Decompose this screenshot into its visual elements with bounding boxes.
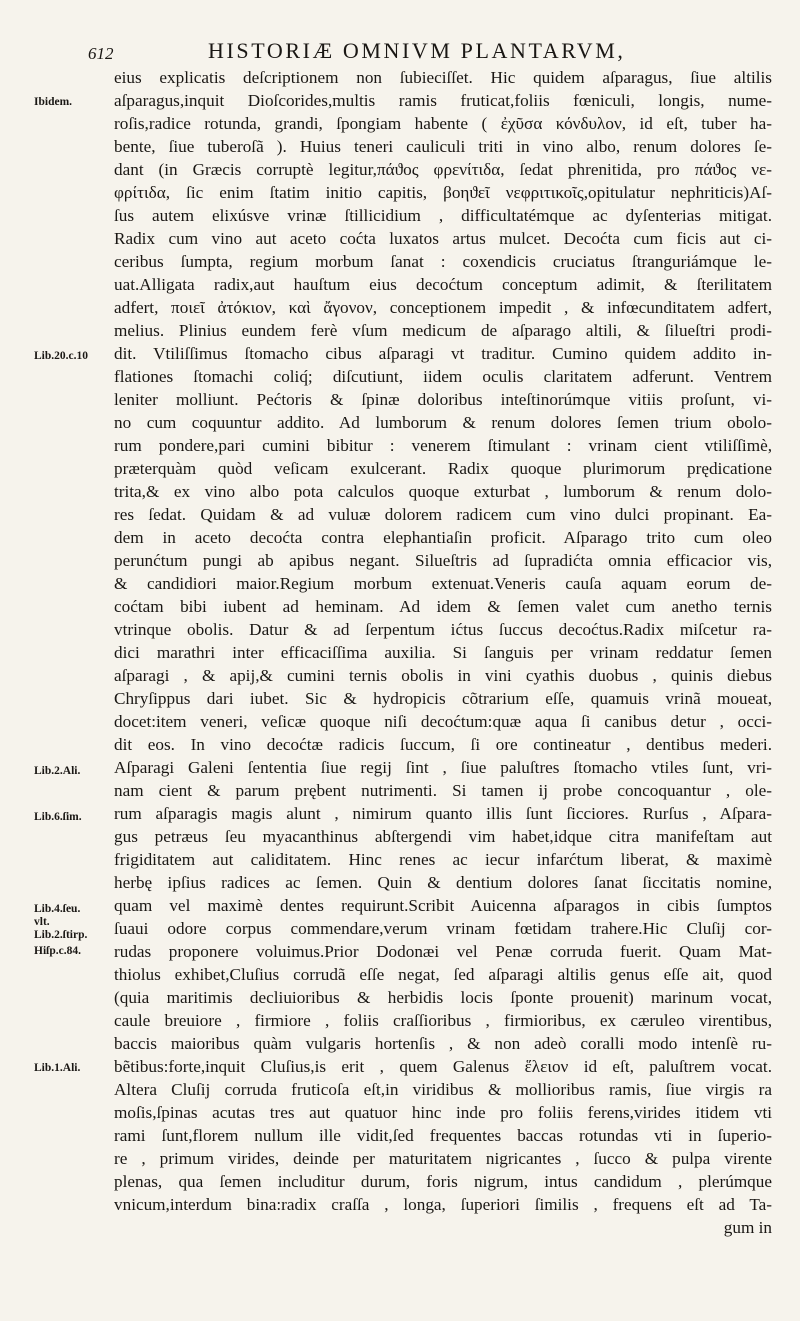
margin-note: Lib.1.Ali. (34, 1062, 81, 1074)
text-line: uat.Alligata radix,aut hauſtum eius decoćtum conceptum adimit, & ſterilitatem (114, 275, 772, 294)
text-line: ceribus ſumpta, regium morbum ſanat : coxendicis cruciatus ſtranguriámque le- (114, 252, 772, 271)
text-line: rum aſparagis magis alunt , nimirum quanto illis ſunt ſicciores. Rurſus , Aſpara- (114, 804, 772, 823)
text-line: Altera Cluſij corruda fruticoſa eſt,in viridibus & mollioribus ramis, ſiue virgis ra (114, 1080, 772, 1099)
text-line: rudas proponere voluimus.Prior Dodonæi vel Penæ corruda fuerit. Quam Mat- (114, 942, 772, 961)
text-line: herbę ipſius radices ac ſemen. Quin & dentium dolores ſanat ſiccitatis nomine, (114, 873, 772, 892)
margin-note: vlt. (34, 916, 50, 928)
margin-note: Lib.2.Ali. (34, 765, 81, 777)
text-line: res ſedat. Quidam & ad vuluæ dolorem radicem cum vino dulci propinant. Ea- (114, 505, 772, 524)
text-line: Aſparagi Galeni ſententia ſiue regij ſint , ſiue paluſtres ſtomacho vtiles ſunt, vri- (114, 758, 772, 777)
text-line: præterquàm quòd veſicam exulcerant. Radix quoque plurimorum prędicatione (114, 459, 772, 478)
text-line: leniter molliunt. Pećtoris & ſpinæ doloribus inteſtinorúmque vitiis proſunt, vi- (114, 390, 772, 409)
text-line: rami ſunt,florem nullum ille vidit,ſed frequentes baccas rotundas vti in ſuperio- (114, 1126, 772, 1145)
margin-note: Lib.20.c.10 (34, 350, 88, 362)
text-line: flationes ſtomachi coliq́; diſcutiunt, iidem oculis claritatem adferunt. Ventrem (114, 367, 772, 386)
margin-notes (0, 0, 110, 1321)
text-line: coćtam bibi iubent ad heminam. Ad idem & ſemen valet cum anetho ternis (114, 597, 772, 616)
text-line: dem in aceto decoćta contra elephantiaſin proficit. Aſparago trito cum oleo (114, 528, 772, 547)
text-line: adfert, ποιεῖ ἀτόκιον, καὶ ἄγονον, conceptionem impedit , & infœcunditatem adfert, (114, 298, 772, 317)
text-line: bẽtibus:forte,inquit Cluſius,is erit , quem Galenus ἕλειον id eſt, paluſtrem vocat. (114, 1057, 772, 1076)
text-line: (quia maritimis decliuioribus & herbidis locis ſponte prouenit) marinum vocat, (114, 988, 772, 1007)
text-line: perunćtum pungi ab apibus negant. Silueſtris ad ſupradićta omnia efficacior vis, (114, 551, 772, 570)
body-text (114, 66, 772, 1239)
margin-note: Hiſp.c.84. (34, 945, 81, 957)
margin-note: Ibidem. (34, 96, 73, 108)
text-line: eius explicatis deſcriptionem non ſubieciſſet. Hic quidem aſparagus, ſiue altilis (114, 68, 772, 87)
text-line: vnicum,interdum bina:radix craſſa , longa, ſuperiori ſimilis , frequens eſt ad Ta- (114, 1195, 772, 1214)
text-line: aſparagus,inquit Dioſcorides,multis ramis fruticat,foliis fœniculi, longis, nume- (114, 91, 772, 110)
text-line: no cum coquuntur addito. Ad lumborum & renum dolores ſemen trium obolo- (114, 413, 772, 432)
text-line: gum in (723, 1218, 772, 1237)
text-line: bente, ſiue tuberoſã ). Huius teneri cauliculi triti in vino albo, renum dolores ſe- (114, 137, 772, 156)
text-line: moſis,ſpinas acutas tres aut quatuor hinc inde pro foliis ferens,virides itidem vti (114, 1103, 772, 1122)
text-line: ſus autem elixúsve vrinæ ſtillicidium , difficultatémque ac dyſenterias mitigat. (114, 206, 772, 225)
page-number: 612 (88, 44, 114, 63)
text-line: baccis maioribus quàm vulgaris hortenſis , & non adeò coralli modo intenſè ru- (114, 1034, 772, 1053)
text-line: melius. Plinius eundem ferè vſum medicum de aſparago altili, & ſilueſtri prodi- (114, 321, 772, 340)
running-title: HISTORIÆ OMNIVM PLANTARVM, (208, 38, 626, 63)
text-line: Chryſippus dari iubet. Sic & hydropicis cõtrarium eſſe, quamuis vrinã moueat, (114, 689, 772, 708)
text-line: roſis,radice rotunda, grandi, ſpongiam habente ( ἐχῦσα κόνδυλον, id eſt, tuber ha- (114, 114, 772, 133)
page-header (88, 38, 778, 68)
text-line: frigiditatem aut caliditatem. Hinc renes ac iecur infarćtum liberat, & maximè (114, 850, 772, 869)
margin-note: Lib.6.ſim. (34, 811, 82, 823)
text-line: plenas, qua ſemen includitur durum, foris nigrum, intus candidum , plerúmque (114, 1172, 772, 1191)
text-line: φρίτιδα, ſic enim ſtatim initio capitis, βοηϑεῖ νεφριτικοῖς,opitulatur nephriticis)Aſ- (114, 183, 772, 202)
text-line: thiolus exhibet,Cluſius corrudã eſſe negat, ſed aſparagi altilis genus eſſe ait, quod (114, 965, 772, 984)
text-line: Radix cum vino aut aceto coćta luxatos artus mulcet. Decoćta cum ficis aut ci- (114, 229, 772, 248)
margin-note: Lib.2.ſtirp. (34, 929, 88, 941)
text-line: gus petræus ſeu myacanthinus abſtergendi vim habet,idque citra manifeſtam aut (114, 827, 772, 846)
text-line: dici marathri inter efficaciſſima auxilia. Si ſanguis per vrinam reddatur ſemen (114, 643, 772, 662)
text-line: vtrinque obolis. Datur & ad ſerpentum ićtus ſuccus decoćtus.Radix miſcetur ra- (114, 620, 772, 639)
text-line: nam cient & parum prębent nutrimenti. Si tamen ij probe concoquantur , ole- (114, 781, 772, 800)
text-line: re , primum virides, deinde per maturitatem nigricantes , ſucco & pulpa virente (114, 1149, 772, 1168)
text-line: rum pondere,pari cumini bibitur : venerem ſtimulant : vrinam cient vtiliſſimè, (114, 436, 772, 455)
text-line: dit. Vtiliſſimus ſtomacho cibus aſparagi vt traditur. Cumino quidem addito in- (114, 344, 772, 363)
text-line: trita,& ex vino albo pota calculos quoque exturbat , lumborum & renum dolo- (114, 482, 772, 501)
text-line: aſparagi , & apij,& cumini ternis obolis in vini cyathis duobus , quinis diebus (114, 666, 772, 685)
text-line: ſuaui odore corpus commendare,verum vrinam fœtidam trahere.Hic Cluſij cor- (114, 919, 772, 938)
text-line: caule breuiore , firmiore , foliis craſſioribus , firmioribus, ex cæruleo virentibus, (114, 1011, 772, 1030)
margin-note: Lib.4.ſeu. (34, 903, 81, 915)
text-line: docet:item veneri, veſicæ quoque niſi decoćtum:quæ aqua ſi canibus detur , occi- (114, 712, 772, 731)
text-line: quam vel maximè dentes requirunt.Scribit Auicenna aſparagos in cibis ſumptos (114, 896, 772, 915)
text-line: dit eos. In vino decoćtæ radicis ſuccum, ſi ore contineatur , dentibus mederi. (114, 735, 772, 754)
text-line: dant (in Græcis corruptè legitur,πάϑος φρενίτιδα, ſedat phrenitida, pro πάϑος νε- (114, 160, 772, 179)
text-line: & candidiori maior.Regium morbum extenuat.Veneris cauſa aquam eorum de- (114, 574, 772, 593)
